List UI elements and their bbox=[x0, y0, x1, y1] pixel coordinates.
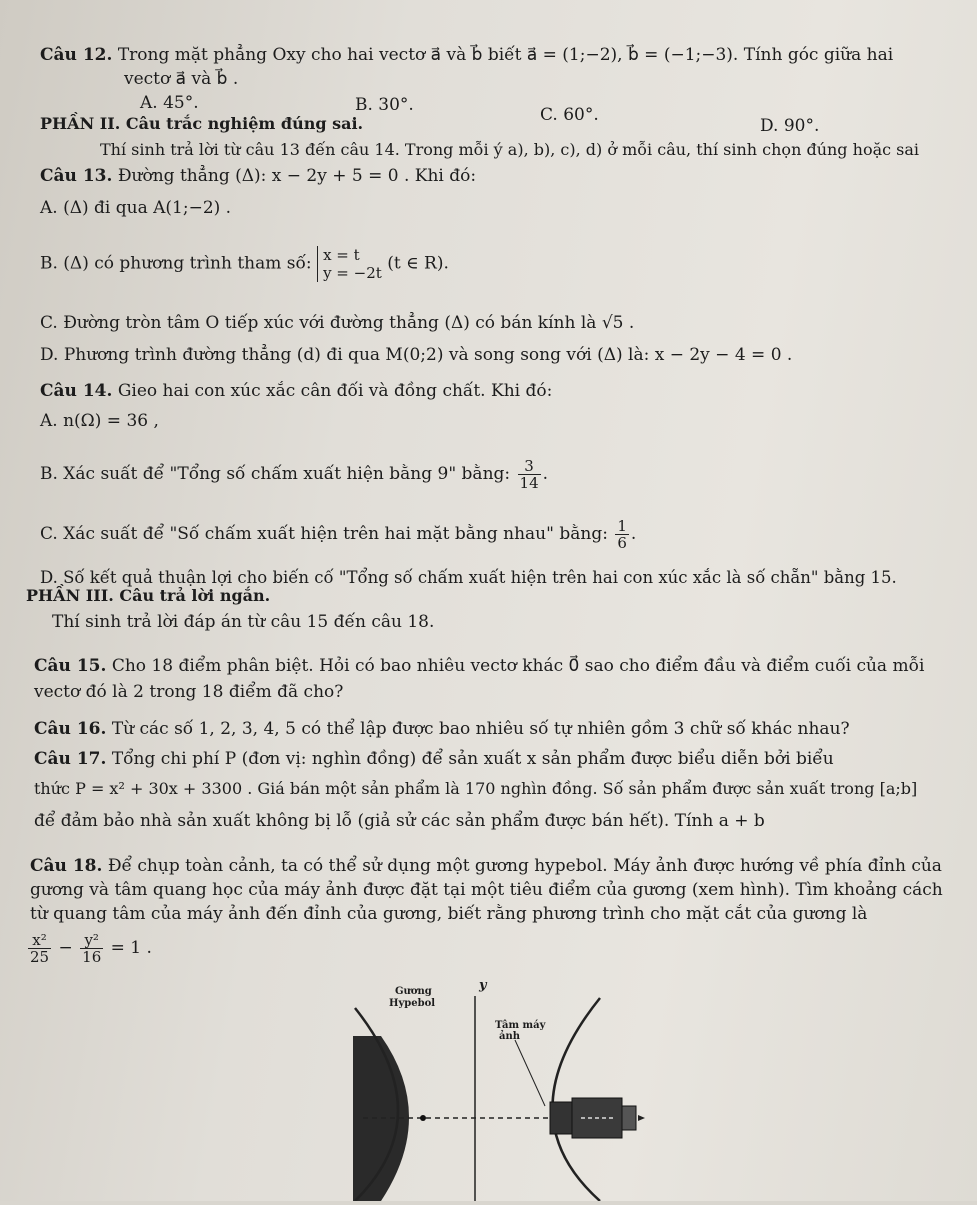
part3-title: PHẦN III. Câu trả lời ngắn. bbox=[26, 586, 271, 605]
q15-line1 bbox=[34, 655, 924, 677]
q14-d: D. Số kết quả thuận lợi cho biến cố "Tổng số chấm xuất hiện trên hai con xúc xắc là số chẵn" bằng 15. bbox=[40, 568, 897, 587]
q12-stem-line2: vectơ a⃗ và b⃗ . bbox=[124, 69, 239, 89]
q18-eq-fraction-x bbox=[28, 932, 51, 965]
camera-label-pointer bbox=[515, 1040, 545, 1106]
label-mirror-line1: Gương bbox=[395, 986, 432, 997]
q17-line2: thức P = x² + 30x + 3300 . Giá bán một sản phẩm là 170 nghìn đồng. Số sản phẩm được sản xuất trong [a;b] bbox=[34, 779, 918, 798]
q14-c: C. Xác suất để "Số chấm xuất hiện trên hai mặt bằng nhau" bằng: $\frac{1}{6}$ . bbox=[40, 517, 637, 552]
q12-stem-line1 bbox=[40, 44, 893, 66]
q12-option-d: D. 90°. bbox=[760, 116, 820, 136]
q12-stem: Trong mặt phẳng Oxy cho hai vectơ a⃗ và b⃗ biết a⃗ = (1;−2), b⃗ = (−1;−3). Tính góc giữa hai bbox=[117, 45, 894, 65]
q17-title: Câu 17. bbox=[34, 749, 107, 769]
part2-title: PHẦN II. Câu trắc nghiệm đúng sai. bbox=[40, 114, 364, 133]
q16-title: Câu 16. bbox=[34, 719, 107, 739]
q14-stem bbox=[40, 380, 552, 402]
q12-title: Câu 12. bbox=[40, 45, 113, 65]
q13-d: D. Phương trình đường thẳng (d) đi qua M(0;2) và song song với (Δ) là: x − 2y − 4 = 0 . bbox=[40, 345, 793, 365]
q13-b-tail: (t ∈ R). bbox=[387, 253, 449, 274]
q13-b-system bbox=[317, 246, 382, 282]
q14-c-fraction bbox=[615, 518, 629, 551]
q12-option-c: C. 60°. bbox=[540, 105, 599, 125]
q16-text: Từ các số 1, 2, 3, 4, 5 có thể lập được bao nhiêu số tự nhiên gồm 3 chữ số khác nhau? bbox=[111, 719, 850, 739]
q18-eq-minus: − bbox=[58, 938, 73, 958]
q14-c-numerator: 1 bbox=[617, 517, 627, 535]
mirror-vertex-point bbox=[420, 1115, 426, 1121]
q14-stem-text: Gieo hai con xúc xắc cân đối và đồng chất. Khi đó: bbox=[117, 381, 553, 401]
q14-b: B. Xác suất để "Tổng số chấm xuất hiện bằng 9" bằng: $\frac{3}{14}$ . bbox=[40, 457, 549, 492]
q15-line1-text: Cho 18 điểm phân biệt. Hỏi có bao nhiêu vectơ khác 0⃗ sao cho điểm đầu và điểm cuối của mỗi bbox=[111, 656, 925, 676]
q13-a: A. (Δ) đi qua A(1;−2) . bbox=[40, 198, 232, 218]
part2-instruction: Thí sinh trả lời từ câu 13 đến câu 14. Trong mỗi ý a), b), c), d) ở mỗi câu, thí sinh chọn đúng hoặc sai bbox=[100, 140, 920, 159]
q18-line2: gương và tâm quang học của máy ảnh được đặt tại một tiêu điểm của gương (xem hình). Tìm khoảng cách bbox=[30, 880, 943, 900]
q14-b-numerator: 3 bbox=[518, 458, 541, 475]
q18-eq-den-x: 25 bbox=[30, 948, 50, 966]
q14-c-text: C. Xác suất để "Số chấm xuất hiện trên hai mặt bằng nhau" bằng: bbox=[40, 524, 608, 544]
q13-title: Câu 13. bbox=[40, 166, 113, 186]
q14-b-text: B. Xác suất để "Tổng số chấm xuất hiện bằng 9" bằng: bbox=[40, 464, 511, 484]
q14-a: A. n(Ω) = 36 , bbox=[40, 411, 159, 431]
q18-title: Câu 18. bbox=[30, 856, 103, 876]
label-mirror-line2: Hypebol bbox=[389, 998, 436, 1009]
q17-line3: để đảm bảo nhà sản xuất không bị lỗ (giả sử các sản phẩm được bán hết). Tính a + b bbox=[34, 811, 765, 831]
q15-title: Câu 15. bbox=[34, 656, 107, 676]
q14-b-denominator: 14 bbox=[519, 474, 539, 492]
label-camera-line2: ảnh bbox=[499, 1031, 521, 1042]
label-camera-line1: Tâm máy bbox=[495, 1020, 546, 1031]
q12-option-b: B. 30°. bbox=[355, 95, 414, 115]
q12-option-a: A. 45°. bbox=[140, 93, 199, 113]
q18-equation bbox=[26, 931, 152, 965]
q13-b-system-line1: x = t bbox=[323, 246, 360, 264]
q18-line1-text: Để chụp toàn cảnh, ta có thể sử dụng một gương hypebol. Máy ảnh được hướng về phía đỉnh của bbox=[107, 856, 942, 876]
q17-line1-text: Tổng chi phí P (đơn vị: nghìn đồng) để sản xuất x sản phẩm được biểu diễn bởi biểu bbox=[111, 749, 834, 769]
q14-title: Câu 14. bbox=[40, 381, 113, 401]
q18-line3: từ quang tâm của máy ảnh đến đỉnh của gương, biết rằng phương trình cho mặt cắt của gương là bbox=[30, 904, 868, 924]
q18-line1 bbox=[30, 855, 942, 877]
q18-eq-tail: = 1 . bbox=[110, 938, 152, 958]
q13-b bbox=[40, 246, 449, 282]
q17-line1 bbox=[34, 748, 834, 770]
q18-eq-num-y: y² bbox=[80, 932, 103, 949]
q14-c-denominator: 6 bbox=[617, 534, 627, 552]
q13-stem bbox=[40, 165, 476, 187]
q18-eq-num-x: x² bbox=[28, 932, 51, 949]
q16 bbox=[34, 718, 850, 740]
camera-icon bbox=[550, 1098, 645, 1138]
q13-b-text: B. (Δ) có phương trình tham số: bbox=[40, 253, 312, 274]
label-y-axis: y bbox=[479, 978, 487, 993]
q18-eq-den-y: 16 bbox=[82, 948, 102, 966]
q13-b-system-line2: y = −2t bbox=[323, 264, 382, 282]
q15-line2: vectơ đó là 2 trong 18 điểm đã cho? bbox=[34, 682, 344, 702]
q14-b-fraction bbox=[518, 458, 541, 491]
figure-svg bbox=[345, 978, 675, 1201]
q18-eq-fraction-y bbox=[80, 932, 103, 965]
hyperbola-mirror-figure bbox=[345, 978, 675, 1201]
part3-instruction: Thí sinh trả lời đáp án từ câu 15 đến câu 18. bbox=[52, 612, 435, 632]
q13-c: C. Đường tròn tâm O tiếp xúc với đường thẳng (Δ) có bán kính là √5 . bbox=[40, 313, 635, 333]
q13-stem-text: Đường thẳng (Δ): x − 2y + 5 = 0 . Khi đó: bbox=[117, 166, 477, 186]
